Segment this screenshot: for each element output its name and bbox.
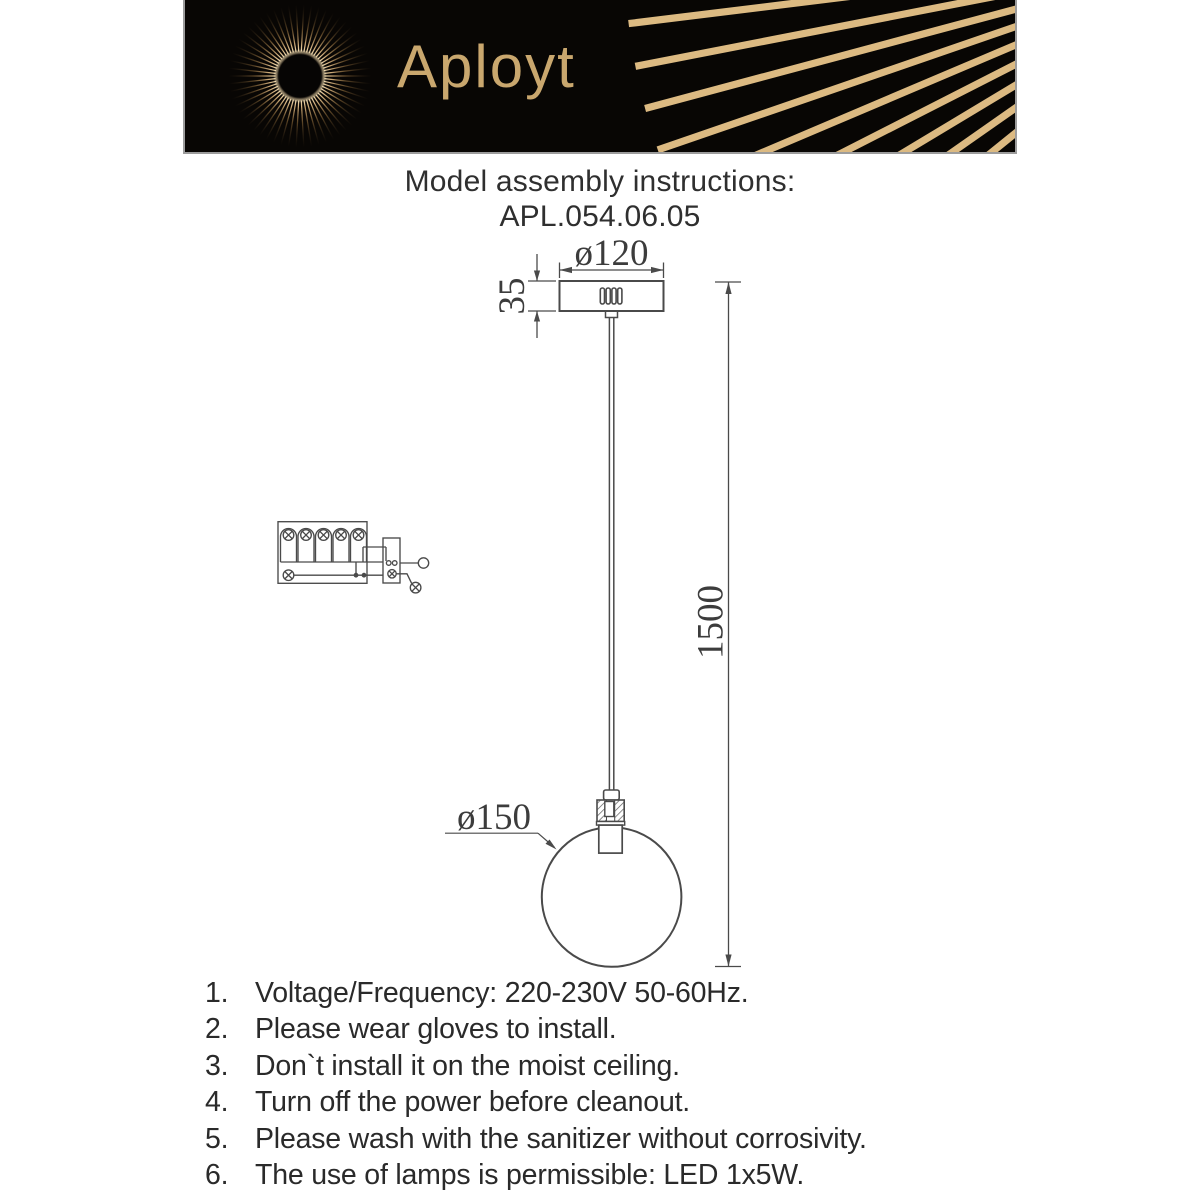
- item-number: 4.: [205, 1086, 229, 1119]
- list-item: [205, 1011, 1005, 1047]
- title-block: [0, 164, 1200, 234]
- item-text: Turn off the power before cleanout.: [255, 1086, 691, 1119]
- fan-rays-decoration: [629, 0, 1015, 152]
- item-number: 1.: [205, 977, 229, 1009]
- dim-label-canopy-height: 35: [492, 277, 533, 315]
- brand-logo-text: Aployt: [397, 33, 576, 100]
- item-number: 3.: [205, 1049, 229, 1082]
- brand-banner: [183, 0, 1017, 154]
- socket-assembly: [597, 790, 625, 853]
- item-number: 5.: [205, 1122, 229, 1155]
- item-text: Voltage/Frequency: 220-230V 50-60Hz.: [255, 977, 749, 1009]
- item-text: Don`t install it on the moist ceiling.: [255, 1049, 680, 1082]
- banner-artwork: [185, 0, 1015, 152]
- wiring-diagram: [278, 522, 429, 593]
- instruction-list: [205, 975, 1005, 1193]
- lamp-symbols-row: [281, 529, 367, 563]
- dim-label-canopy-diameter: ø120: [574, 233, 649, 274]
- technical-drawing: [250, 230, 770, 980]
- item-number: 2.: [205, 1013, 229, 1046]
- dim-label-suspension-length: 1500: [690, 585, 732, 659]
- sunburst-core: [279, 55, 322, 98]
- page-title: Model assembly instructions:: [404, 165, 796, 198]
- lamp-symbol-bottom: [283, 570, 294, 581]
- list-item: [205, 1084, 1005, 1120]
- list-item: [205, 1157, 1005, 1193]
- list-item: [205, 975, 1005, 1011]
- canopy-vent-slots: [600, 288, 622, 304]
- loop-ring-symbol: [418, 558, 428, 568]
- item-text: Please wear gloves to install.: [255, 1013, 617, 1046]
- list-item: [205, 1121, 1005, 1157]
- item-number: 6.: [205, 1159, 229, 1192]
- item-text: Please wash with the sanitizer without corrosivity.: [255, 1122, 867, 1155]
- suspension-cable: [609, 318, 613, 791]
- pendant-lamp-drawing: [278, 233, 741, 967]
- dim-label-shade-diameter: ø150: [457, 797, 531, 838]
- model-number: APL.054.06.05: [499, 200, 701, 233]
- list-item: [205, 1048, 1005, 1084]
- item-text: The use of lamps is permissible: LED 1x5W.: [255, 1159, 805, 1192]
